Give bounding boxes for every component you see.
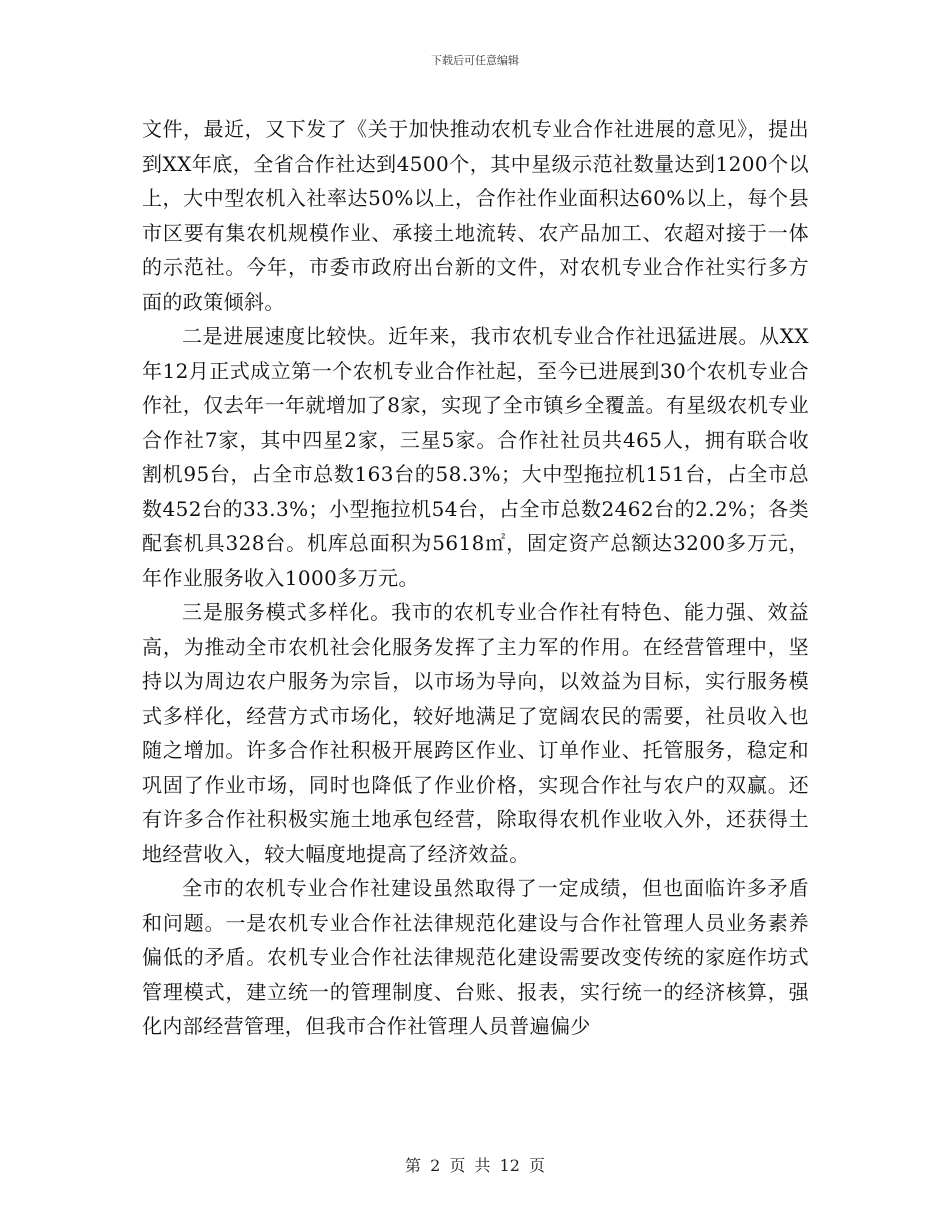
paragraph-service-model: 三是服务模式多样化。我市的农机专业合作社有特色、能力强、效益高，为推动全市农机社会化服务发挥了主力军的作用。在经营管理中，坚持以为周边农户服务为宗旨，以市场为导向，以效益为目标，实行服务模式多样化，经营方式市场化，较好地满足了宽阔农民的需要，社员收入也随之增加。许多合作社积极开展跨区作业、订单作业、托管服务，稳定和巩固了作业市场，同时也降低了作业价格，实现合作社与农户的双赢。还有许多合作社积极实施土地承包经营，除取得农机作业收入外，还获得土地经营收入，较大幅度地提高了经济效益。 (142, 600, 809, 866)
paragraph-development-speed: 二是进展速度比较快。近年来，我市农机专业合作社迅猛进展。从XX年12月正式成立第一个农机专业合作社起，至今已进展到30个农机专业合作社，仅去年一年就增加了8家，实现了全市镇乡全覆盖。有星级农机专业合作社7家，其中四星2家，三星5家。合作社社员共465人，拥有联合收割机95台，占全市总数163台的58.3%；大中型拖拉机151台，占全市总数452台的33.3%；小型拖拉机54台，占全市总数2462台的2.2%；各类配套机具328台。机库总面积为5618㎡，固定资产总额达3200多万元，年作业服务收入1000多万元。 (142, 324, 809, 590)
document-body (142, 112, 809, 1044)
paragraph-continuation: 文件，最近，又下发了《关于加快推动农机专业合作社进展的意见》，提出到XX年底，全省合作社达到4500个，其中星级示范社数量达到1200个以上，大中型农机入社率达50%以上，合作社作业面积达60%以上，每个县市区要有集农机规模作业、承接土地流转、农产品加工、农超对接于一体的示范社。今年，市委市政府出台新的文件，对农机专业合作社实行多方面的政策倾斜。 (142, 117, 809, 314)
page-footer: 第 2 页 共 12 页 (405, 1156, 545, 1175)
paragraph-problems: 全市的农机专业合作社建设虽然取得了一定成绩，但也面临许多矛盾和问题。一是农机专业合作社法律规范化建设与合作社管理人员业务素养偏低的矛盾。农机专业合作社法律规范化建设需要改变传统的家庭作坊式管理模式，建立统一的管理制度、台账、报表，实行统一的经济核算，强化内部经营管理，但我市合作社管理人员普遍偏少 (142, 876, 809, 1038)
page-header: 下载后可任意编辑 (431, 54, 519, 67)
